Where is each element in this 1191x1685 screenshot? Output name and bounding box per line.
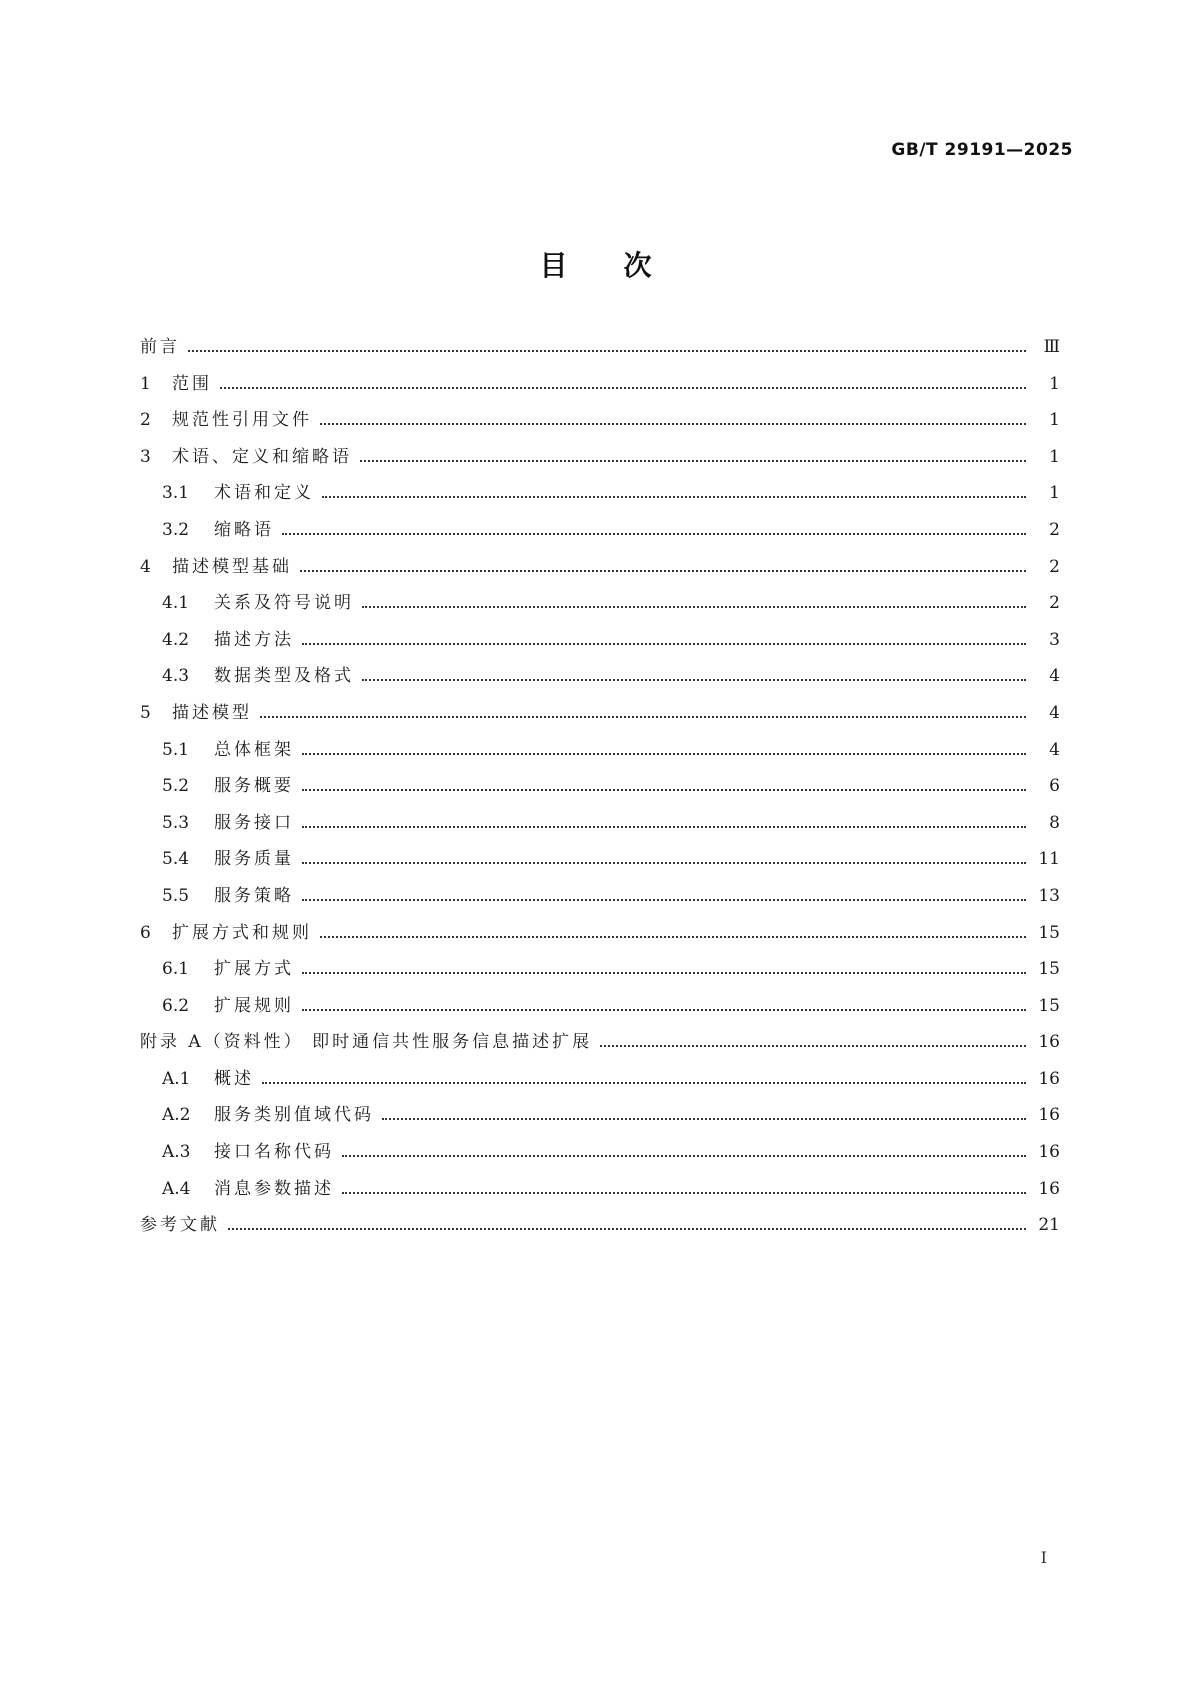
toc-entry[interactable] [140, 885, 1060, 922]
toc-entry-page: 2 [1049, 593, 1060, 614]
toc-entry-title: 附录 A（资料性） 即时通信共性服务信息描述扩展 [140, 1032, 593, 1053]
toc-entry-title: 接口名称代码 [214, 1142, 334, 1163]
toc-entry-number: 1 [140, 373, 151, 394]
toc-entry-title: 服务策略 [214, 885, 294, 906]
toc-leader-dots [600, 1045, 1026, 1047]
toc-leader-dots [382, 1118, 1026, 1120]
toc-entry-page: 13 [1038, 885, 1060, 906]
toc-entry-page: 4 [1049, 739, 1060, 760]
toc-entry-page: 16 [1038, 1032, 1060, 1053]
toc-leader-dots [302, 826, 1026, 828]
toc-entry-page: 4 [1049, 666, 1060, 687]
toc-entry-title: 服务概要 [214, 776, 294, 797]
toc-entry[interactable] [140, 775, 1060, 812]
toc-entry-number: 5.2 [162, 776, 190, 797]
standard-number: GB/T 29191—2025 [891, 140, 1073, 160]
toc-entry-page: 21 [1038, 1215, 1060, 1236]
toc-entry-number: 5.5 [162, 885, 190, 906]
toc-leader-dots [260, 716, 1026, 718]
toc-entry-title: 规范性引用文件 [172, 410, 312, 431]
toc-entry-number: 5.3 [162, 812, 190, 833]
toc-entry-title: 描述方法 [214, 629, 294, 650]
toc-leader-dots [362, 679, 1026, 681]
toc-entry-page: 15 [1038, 995, 1060, 1016]
toc-leader-dots [342, 1155, 1026, 1157]
toc-entry-number: 6.2 [162, 995, 190, 1016]
toc-entry-number: 4 [140, 556, 151, 577]
toc-entry-page: 1 [1049, 410, 1060, 431]
toc-leader-dots [360, 460, 1026, 462]
toc-leader-dots [302, 789, 1026, 791]
toc-entry-page: 11 [1038, 849, 1060, 870]
toc-entry-title: 范围 [172, 373, 212, 394]
toc-entry[interactable] [140, 373, 1060, 410]
toc-entry-title: 消息参数描述 [214, 1178, 334, 1199]
toc-entry-title: 扩展方式和规则 [172, 922, 312, 943]
table-of-contents [140, 336, 1060, 1251]
toc-entry-number: A.4 [162, 1178, 191, 1199]
toc-entry-page: 2 [1049, 556, 1060, 577]
toc-entry-number: 4.2 [162, 629, 190, 650]
toc-entry-page: 16 [1038, 1068, 1060, 1089]
toc-leader-dots [302, 753, 1026, 755]
toc-entry-page: 1 [1049, 483, 1060, 504]
toc-entry-page: 8 [1049, 812, 1060, 833]
toc-entry-title: 服务接口 [214, 812, 294, 833]
toc-leader-dots [300, 570, 1026, 572]
toc-entry[interactable] [140, 592, 1060, 629]
toc-entry[interactable] [140, 1104, 1060, 1141]
toc-entry-number: 6 [140, 922, 151, 943]
toc-entry[interactable] [140, 812, 1060, 849]
toc-leader-dots [362, 606, 1026, 608]
toc-entry-title: 扩展规则 [214, 995, 294, 1016]
toc-entry[interactable] [140, 665, 1060, 702]
toc-entry[interactable] [140, 1141, 1060, 1178]
toc-leader-dots [302, 899, 1026, 901]
toc-leader-dots [320, 423, 1026, 425]
toc-entry-title: 总体框架 [214, 739, 294, 760]
toc-entry[interactable] [140, 519, 1060, 556]
toc-entry[interactable] [140, 446, 1060, 483]
toc-entry-title: 前言 [140, 337, 180, 357]
toc-entry[interactable] [140, 702, 1060, 739]
toc-entry[interactable] [140, 1031, 1060, 1068]
toc-entry-number: 3.2 [162, 519, 190, 540]
toc-entry-title: 描述模型基础 [172, 556, 292, 577]
toc-leader-dots [322, 496, 1026, 498]
toc-entry-title: 服务类别值域代码 [214, 1105, 374, 1126]
toc-leader-dots [262, 1082, 1026, 1084]
toc-leader-dots [228, 1228, 1026, 1230]
toc-entry-title: 描述模型 [172, 702, 252, 723]
toc-leader-dots [302, 972, 1026, 974]
page-title: 目次 [539, 249, 708, 282]
toc-leader-dots [302, 1009, 1026, 1011]
toc-entry-number: 3 [140, 446, 151, 467]
toc-leader-dots [342, 1192, 1026, 1194]
toc-leader-dots [220, 387, 1026, 389]
toc-entry[interactable] [140, 482, 1060, 519]
toc-entry-page: 16 [1038, 1142, 1060, 1163]
toc-entry-number: 5.1 [162, 739, 190, 760]
toc-entry-page: 4 [1049, 702, 1060, 723]
toc-entry-number: 4.1 [162, 593, 190, 614]
toc-entry-page: 16 [1038, 1178, 1060, 1199]
toc-entry-number: 3.1 [162, 483, 190, 504]
toc-leader-dots [320, 936, 1026, 938]
toc-entry-page: Ⅲ [1043, 337, 1060, 357]
toc-entry[interactable] [140, 739, 1060, 776]
toc-entry-title: 扩展方式 [214, 959, 294, 980]
toc-entry-number: 6.1 [162, 959, 190, 980]
toc-entry-number: 4.3 [162, 666, 190, 687]
toc-entry-page: 1 [1049, 446, 1060, 467]
toc-entry-page: 15 [1038, 922, 1060, 943]
toc-entry-title: 术语、定义和缩略语 [172, 446, 352, 467]
toc-entry[interactable] [140, 1214, 1060, 1251]
toc-entry-title: 关系及符号说明 [214, 593, 354, 614]
toc-entry[interactable] [140, 922, 1060, 959]
toc-leader-dots [282, 533, 1026, 535]
toc-entry[interactable] [140, 1068, 1060, 1105]
toc-entry-number: 5.4 [162, 849, 190, 870]
toc-entry-page: 3 [1049, 629, 1060, 650]
toc-entry-page: 15 [1038, 959, 1060, 980]
toc-entry-number: 5 [140, 702, 151, 723]
toc-entry[interactable] [140, 1178, 1060, 1215]
toc-entry[interactable] [140, 995, 1060, 1032]
toc-entry[interactable] [140, 958, 1060, 995]
toc-entry-title: 概述 [214, 1068, 254, 1089]
toc-entry-title: 参考文献 [140, 1215, 220, 1236]
page-number: I [1040, 1548, 1047, 1567]
toc-entry-number: A.1 [162, 1068, 191, 1089]
toc-entry-title: 数据类型及格式 [214, 666, 354, 687]
toc-entry-number: 2 [140, 410, 151, 431]
toc-leader-dots [302, 862, 1026, 864]
toc-entry-page: 2 [1049, 519, 1060, 540]
toc-entry-title: 术语和定义 [214, 483, 314, 504]
toc-entry[interactable] [140, 629, 1060, 666]
toc-leader-dots [302, 643, 1026, 645]
toc-entry[interactable] [140, 556, 1060, 593]
toc-entry-title: 服务质量 [214, 849, 294, 870]
toc-entry-number: A.2 [162, 1105, 191, 1126]
toc-entry[interactable] [140, 409, 1060, 446]
toc-leader-dots [188, 350, 1026, 352]
toc-entry-title: 缩略语 [214, 519, 274, 540]
toc-entry-page: 6 [1049, 776, 1060, 797]
toc-entry-page: 1 [1049, 373, 1060, 394]
toc-entry[interactable] [140, 848, 1060, 885]
toc-entry[interactable] [140, 336, 1060, 373]
toc-entry-number: A.3 [162, 1142, 191, 1163]
toc-entry-page: 16 [1038, 1105, 1060, 1126]
